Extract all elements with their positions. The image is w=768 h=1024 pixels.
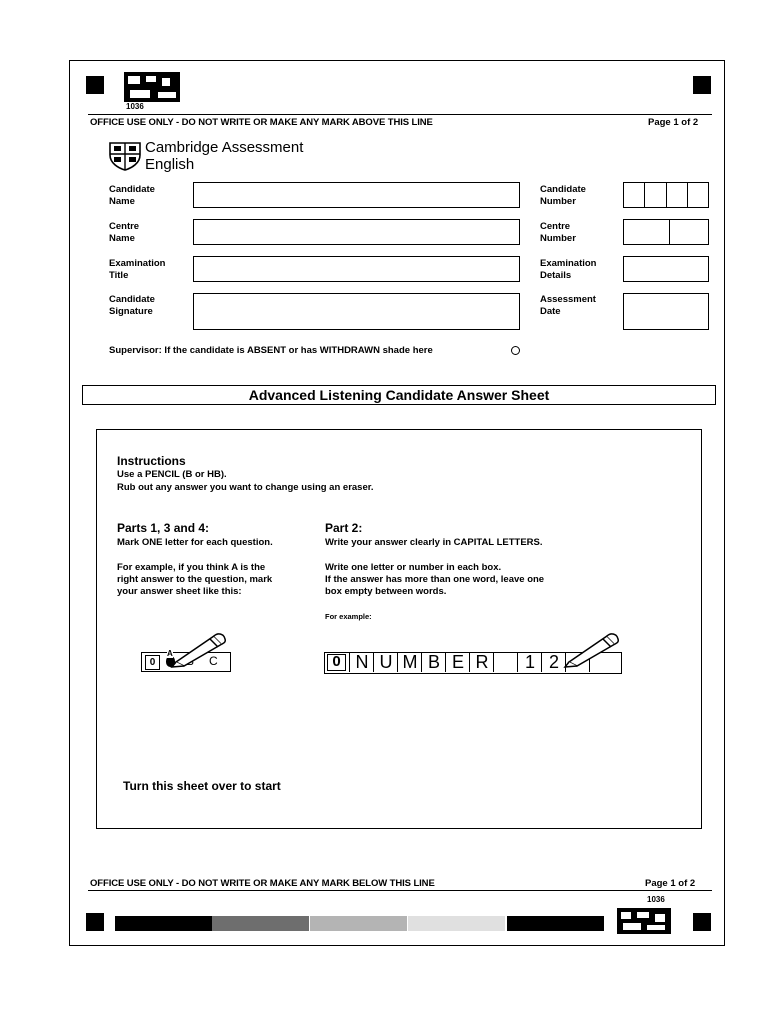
pencil-icon: [170, 630, 228, 668]
sheet-code-top: 1036: [126, 102, 144, 111]
registration-mark-bottom-right: [693, 913, 711, 931]
cell-divider: [669, 220, 670, 244]
mc-option-a-label: A: [167, 649, 173, 658]
part134-example-line2: right answer to the question, mark: [117, 574, 273, 585]
centre-number-box[interactable]: [623, 219, 709, 245]
part2-line3: If the answer has more than one word, leave one: [325, 574, 545, 585]
write-example-cell: N: [349, 653, 374, 672]
registration-mark-top-left: [86, 76, 104, 94]
part2-line4: box empty between words.: [325, 586, 447, 597]
write-example-cell: 1: [517, 653, 542, 672]
centre-name-label: Centre Name: [109, 221, 140, 244]
signature-label: Candidate Signature: [109, 294, 155, 317]
write-example-cell: [493, 653, 518, 672]
write-example-cell: M: [397, 653, 422, 672]
part2-line1: Write your answer clearly in CAPITAL LETTERS.: [325, 537, 543, 548]
office-use-top: OFFICE USE ONLY - DO NOT WRITE OR MAKE ANY MARK ABOVE THIS LINE: [90, 117, 433, 128]
pencil-icon: [563, 630, 621, 668]
assessment-date-box[interactable]: [623, 293, 709, 330]
centre-name-box[interactable]: [193, 219, 520, 245]
exam-title-box[interactable]: [193, 256, 520, 282]
mc-example-number: 0: [145, 655, 160, 670]
logo-line2: English: [145, 156, 195, 173]
assessment-date-label: Assessment Date: [540, 294, 596, 317]
part2-line2: Write one letter or number in each box.: [325, 562, 502, 573]
sheet-code-bottom: 1036: [647, 895, 665, 904]
exam-title-label: Examination Title: [109, 258, 166, 281]
write-example-cell: 2: [541, 653, 566, 672]
write-example-cell: R: [469, 653, 494, 672]
signature-box[interactable]: [193, 293, 520, 330]
part134-line1: Mark ONE letter for each question.: [117, 537, 273, 548]
supervisor-note: Supervisor: If the candidate is ABSENT or has WITHDRAWN shade here: [109, 345, 433, 356]
sheet-barcode-top-icon: [124, 72, 180, 102]
candidate-name-label: Candidate Name: [109, 184, 155, 207]
turn-over-note: Turn this sheet over to start: [123, 779, 281, 793]
registration-mark-bottom-left: [86, 913, 104, 931]
instructions-line1: Use a PENCIL (B or HB).: [117, 469, 227, 480]
cambridge-shield-icon: [108, 141, 142, 171]
cell-divider: [644, 183, 645, 207]
part2-heading: Part 2:: [325, 521, 363, 535]
timing-bar-lighter-grey: [408, 916, 505, 931]
registration-mark-top-right: [693, 76, 711, 94]
page-number-top: Page 1 of 2: [648, 117, 699, 128]
write-example-cell: U: [373, 653, 398, 672]
top-rule: [88, 114, 712, 115]
page-number-bottom: Page 1 of 2: [645, 878, 696, 889]
candidate-number-label: Candidate Number: [540, 184, 586, 207]
candidate-number-box[interactable]: [623, 182, 709, 208]
cell-divider: [687, 183, 688, 207]
bottom-rule: [88, 890, 712, 891]
candidate-name-box[interactable]: [193, 182, 520, 208]
exam-details-label: Examination Details: [540, 258, 597, 281]
part134-example-line3: your answer sheet like this:: [117, 586, 242, 597]
timing-bar-dark-grey: [212, 916, 309, 931]
logo-line1: Cambridge Assessment: [145, 139, 304, 156]
mc-option-c: C: [209, 654, 218, 668]
office-use-bottom: OFFICE USE ONLY - DO NOT WRITE OR MAKE ANY MARK BELOW THIS LINE: [90, 878, 435, 889]
instructions-heading: Instructions: [117, 454, 186, 468]
timing-bar-black-right: [507, 916, 604, 931]
for-example-label: For example:: [325, 612, 372, 621]
exam-details-box[interactable]: [623, 256, 709, 282]
absent-shade-circle[interactable]: [511, 346, 520, 355]
sheet-title: Advanced Listening Candidate Answer Sheet: [82, 385, 716, 405]
write-example-cell: B: [421, 653, 446, 672]
timing-bar-light-grey: [310, 916, 407, 931]
sheet-barcode-bottom-icon: [617, 908, 671, 934]
cell-divider: [666, 183, 667, 207]
centre-number-label: Centre Number: [540, 221, 576, 244]
write-example-cell: E: [445, 653, 470, 672]
write-example-number: 0: [327, 654, 346, 671]
part134-example-line1: For example, if you think A is the: [117, 562, 266, 573]
part134-heading: Parts 1, 3 and 4:: [117, 521, 210, 535]
instructions-line2: Rub out any answer you want to change using an eraser.: [117, 482, 374, 493]
